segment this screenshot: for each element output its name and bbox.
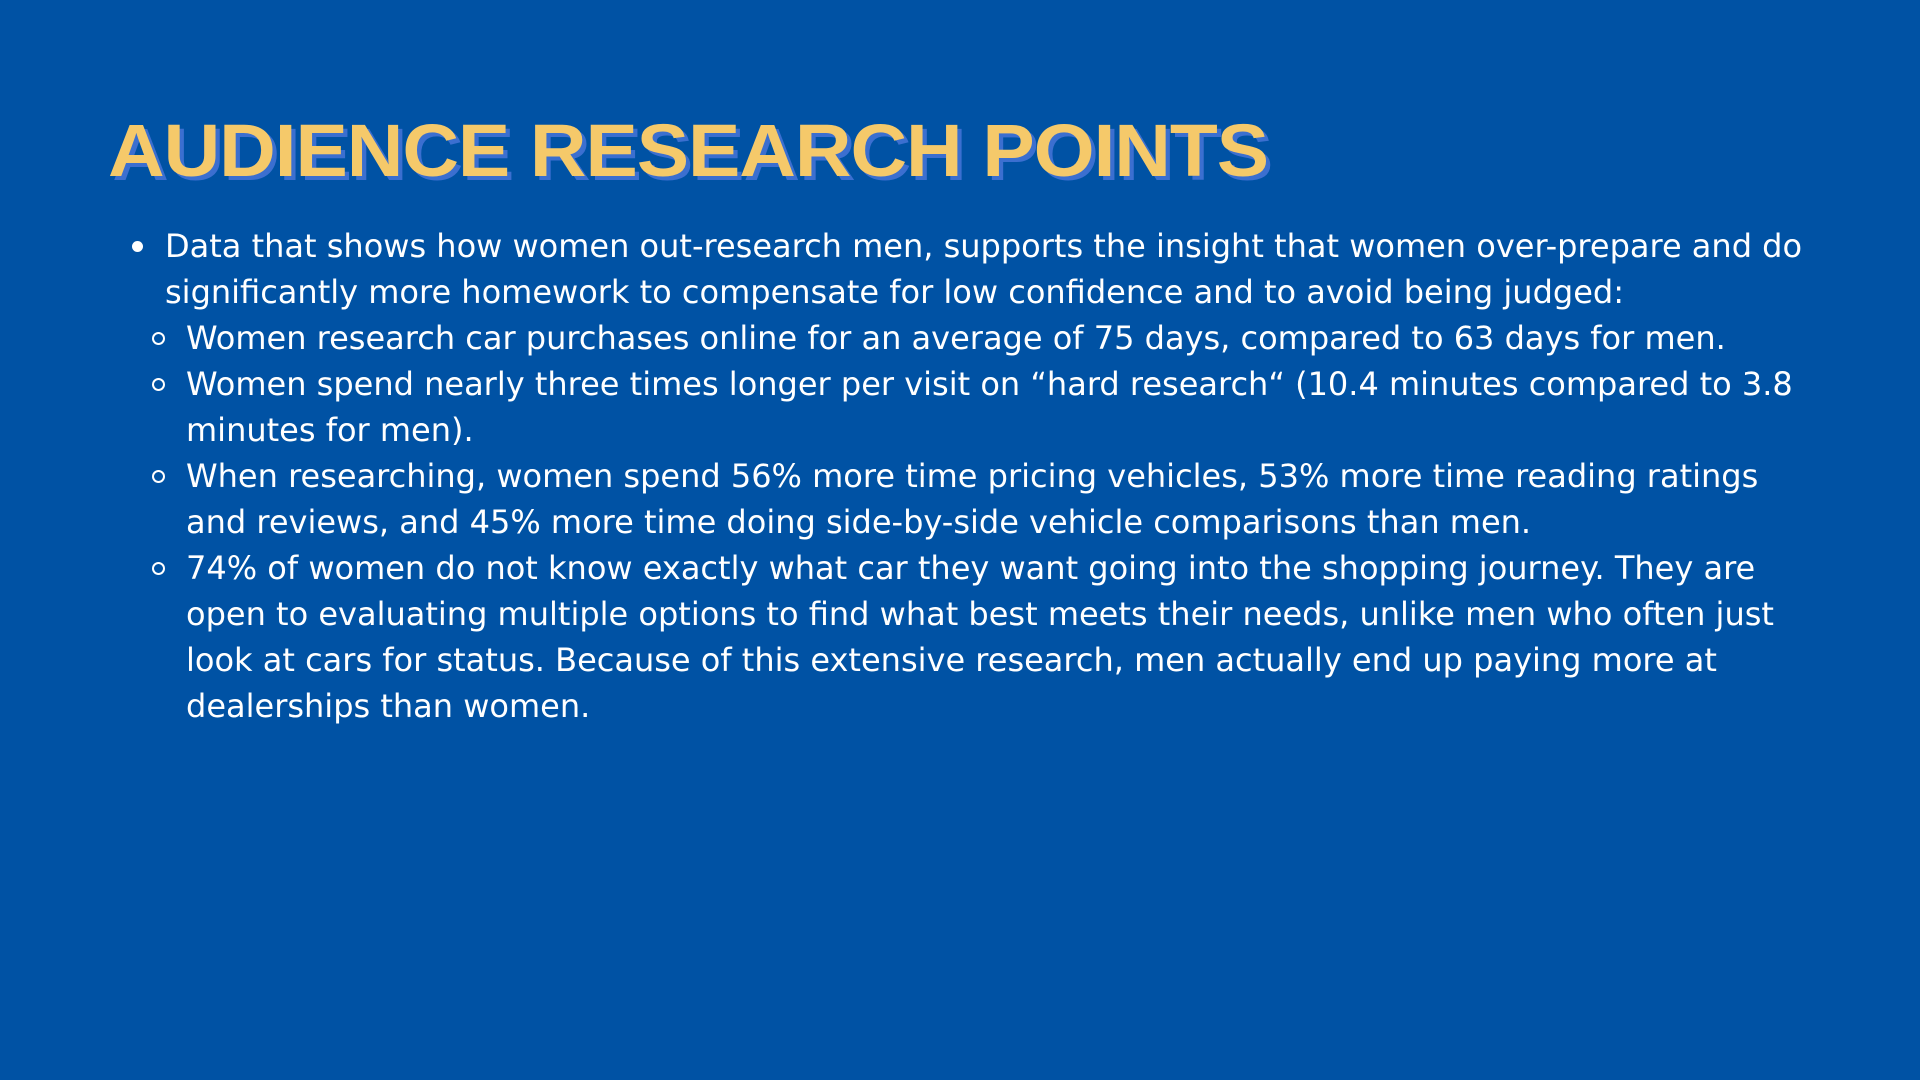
main-bullet-list [130,223,1810,315]
sub-bullet-text: Women research car purchases online for an average of 75 days, compared to 63 days for men. [186,319,1726,357]
sub-bullet-text: When researching, women spend 56% more time pricing vehicles, 53% more time reading ratings and reviews, and 45% more time doing side-by-side vehicle comparisons than men. [186,457,1759,541]
sub-bullet-list [130,315,1810,729]
hollow-bullet-icon [152,562,165,575]
sub-bullet-item [186,315,1810,361]
main-bullet-item [130,223,1810,315]
filled-bullet-icon [132,241,143,252]
sub-bullet-item [186,453,1810,545]
hollow-bullet-icon [152,378,165,391]
hollow-bullet-icon [152,470,165,483]
sub-bullet-text: Women spend nearly three times longer per visit on “hard research“ (10.4 minutes compared to 3.8 minutes for men). [186,365,1793,449]
slide-title: AUDIENCE RESEARCH POINTS [108,109,1269,192]
sub-bullet-item [186,361,1810,453]
sub-bullet-text: 74% of women do not know exactly what car they want going into the shopping journey. They are open to evaluating multiple options to find what best meets their needs, unlike men who often just look at cars for status. Because of this extensive research, men actually end up paying more at dealerships than women. [186,549,1774,725]
sub-bullet-item [186,545,1810,729]
main-bullet-text: Data that shows how women out-research men, supports the insight that women over-prepare and do significantly more homework to compensate for low confidence and to avoid being judged: [165,227,1803,311]
hollow-bullet-icon [152,332,165,345]
slide-content [130,223,1810,729]
